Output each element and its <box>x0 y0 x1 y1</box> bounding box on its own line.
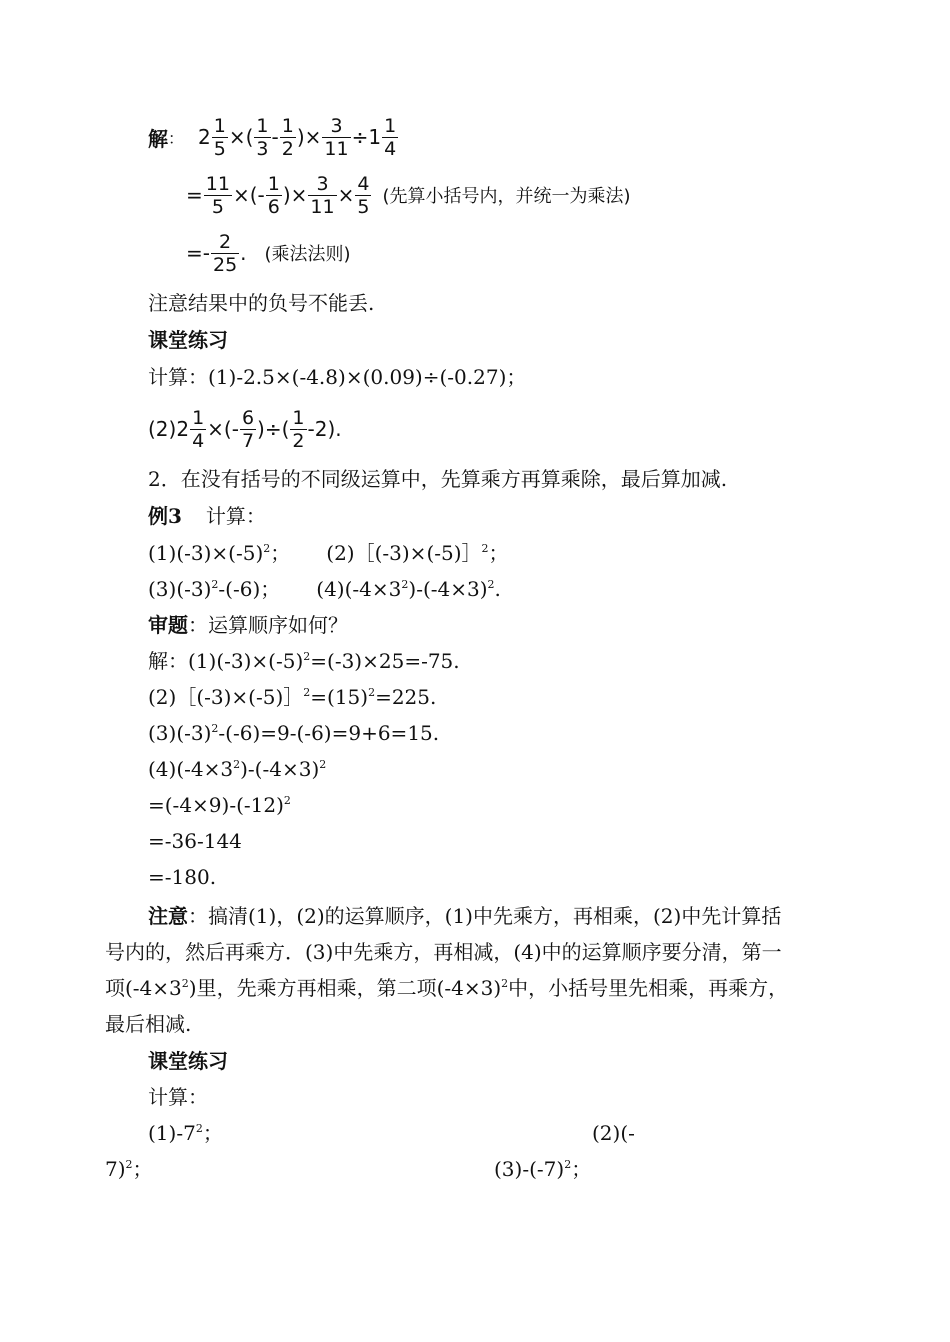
solution2-line-1 <box>148 648 460 674</box>
paren: (- <box>249 183 265 207</box>
example-label: 例3 <box>148 504 182 528</box>
exponent: 2 <box>211 578 219 591</box>
attention-line-3 <box>105 975 788 1001</box>
expr-part: ； <box>571 1157 592 1181</box>
solution-note: (乘法法则) <box>264 244 351 265</box>
expr-part: -2). <box>307 417 342 441</box>
solution2-line-3 <box>148 720 439 746</box>
review-text: ：运算顺序如何？ <box>188 613 348 637</box>
expr-part: 中，小括号里先相乘，再乘方， <box>508 976 789 1000</box>
attention-text: ：搞清(1)，(2)的运算顺序，(1)中先乘方，再相乘，(2)中先计算括 <box>188 904 782 928</box>
expr-part: )-(-4×3) <box>240 757 320 781</box>
exponent: 2 <box>501 977 509 990</box>
expr-part: (3)-(-7) <box>494 1157 565 1181</box>
fraction: $\frac{2}{25}$ <box>212 230 238 276</box>
exponent: 2 <box>125 1158 133 1171</box>
expr-part: ； <box>488 541 509 565</box>
attention-line-4: 最后相减. <box>105 1012 192 1036</box>
fraction: $\frac{1}{6}$ <box>267 172 280 218</box>
solution-line-1 <box>148 112 399 162</box>
solution2-line-6: =-36-144 <box>148 829 242 853</box>
fraction: $\frac{3}{11}$ <box>310 172 335 218</box>
practice2-q3 <box>494 1156 591 1182</box>
practice2-q1 <box>148 1120 223 1146</box>
divide-sign: ÷ <box>351 125 369 149</box>
solution-label: 解 <box>148 126 168 151</box>
solution2-line-4 <box>148 756 326 782</box>
expr-part: (1)-7 <box>148 1121 196 1145</box>
paren: ) <box>282 183 291 207</box>
expr-part: =(-4×9)-(-12) <box>148 793 284 817</box>
solution-line-3 <box>186 228 351 278</box>
review-label: 审题 <box>148 613 188 637</box>
solution2-line-2 <box>148 684 436 710</box>
expr-part: (3)(-3) <box>148 721 212 745</box>
expr-part: =(-3)×25=-75. <box>310 649 460 673</box>
solution2-line-5 <box>148 792 291 818</box>
times-sign: × <box>232 183 250 207</box>
exponent: 2 <box>487 578 495 591</box>
expr-part: )-(-4×3) <box>408 577 488 601</box>
review-line <box>148 612 348 638</box>
equals-sign: =- <box>186 241 210 265</box>
exponent: 2 <box>195 1122 203 1135</box>
period: . <box>240 241 247 265</box>
expr-part: =(15) <box>310 685 369 709</box>
attention-line-1 <box>148 903 781 929</box>
expr-part: . <box>494 577 501 601</box>
practice2-text: 计算： <box>148 1085 208 1109</box>
attention-line-2: 号内的，然后再乘方．(3)中先乘方，再相减，(4)中的运算顺序要分清，第一 <box>105 940 782 964</box>
expr-part: (2)［(-3)×(-5)］ <box>148 685 304 709</box>
paren: ( <box>245 125 254 149</box>
example-3-heading <box>148 503 266 529</box>
exponent: 2 <box>303 650 311 663</box>
exponent: 2 <box>233 758 241 771</box>
rule-2: 2．在没有括号的不同级运算中，先算乘方再算乘除，最后算加减. <box>148 467 728 491</box>
exponent: 2 <box>319 758 327 771</box>
fraction: $\frac{1}{2}$ <box>281 114 294 160</box>
fraction: $\frac{3}{11}$ <box>324 114 349 160</box>
expr-part: (2)2 <box>148 417 190 441</box>
exponent: 2 <box>401 578 409 591</box>
exponent: 2 <box>564 1158 572 1171</box>
expr-part: -(-6)=9-(-6)=9+6=15. <box>218 721 440 745</box>
expr-part: (4)(-4×3 <box>148 757 234 781</box>
fraction: $\frac{1}{5}$ <box>213 114 226 160</box>
expr-part: 项(-4×3 <box>105 976 182 1000</box>
fraction: $\frac{6}{7}$ <box>241 406 255 452</box>
expr-part: (3)(-3) <box>148 577 212 601</box>
expr-part: (4)(-4×3 <box>316 577 402 601</box>
equals-sign: = <box>186 183 203 207</box>
expr-part: (2)［(-3)×(-5)］ <box>326 541 482 565</box>
times-sign: × <box>304 125 322 149</box>
attention-label: 注意 <box>148 904 188 928</box>
practice-question-1: 计算：(1)-2.5×(-4.8)×(0.09)÷(-0.27)； <box>148 365 527 389</box>
exponent: 2 <box>303 686 311 699</box>
expr-part: ； <box>270 541 291 565</box>
expr-part: ； <box>132 1157 153 1181</box>
practice-title: 课堂练习 <box>148 328 228 352</box>
fraction: $\frac{1}{4}$ <box>384 114 397 160</box>
paren: ) <box>296 125 305 149</box>
expr-part: (1)(-3)×(-5) <box>148 541 264 565</box>
fraction: $\frac{4}{5}$ <box>357 172 370 218</box>
solution-note: (先算小括号内，并统一为乘法) <box>382 186 631 207</box>
fraction: $\frac{1}{3}$ <box>256 114 269 160</box>
exponent: 2 <box>481 542 489 555</box>
practice-question-2 <box>148 404 342 454</box>
expr-part: =225. <box>375 685 437 709</box>
practice2-q2-end <box>105 1156 153 1182</box>
example-text: 计算： <box>205 504 266 528</box>
exponent: 2 <box>263 542 271 555</box>
fraction: $\frac{11}{5}$ <box>205 172 230 218</box>
minus-sign: - <box>271 125 279 149</box>
example-3-items-1 <box>148 540 509 566</box>
whole-number: 2 <box>198 125 211 149</box>
fraction: $\frac{1}{2}$ <box>292 406 305 452</box>
exponent: 2 <box>283 794 291 807</box>
example-3-items-2 <box>148 576 501 602</box>
practice2-title: 课堂练习 <box>148 1049 228 1073</box>
expr-part: )÷( <box>257 417 290 441</box>
exponent: 2 <box>181 977 189 990</box>
fraction: $\frac{1}{4}$ <box>192 406 205 452</box>
whole-number: 1 <box>368 125 382 149</box>
times-sign: × <box>337 183 355 207</box>
exponent: 2 <box>211 722 219 735</box>
solution2-line-7: =-180. <box>148 865 217 889</box>
practice2-q2-start: (2)(- <box>592 1121 635 1145</box>
expr-part: -(-6)； <box>218 577 281 601</box>
expr-part: ； <box>202 1121 223 1145</box>
expr-part: 解：(1)(-3)×(-5) <box>148 649 304 673</box>
solution-line-2 <box>186 170 631 220</box>
exponent: 2 <box>368 686 376 699</box>
expr-part: ×(- <box>207 417 239 441</box>
expr-part: )里，先乘方再相乘，第二项(-4×3) <box>188 976 502 1000</box>
times-sign: × <box>290 183 308 207</box>
note-line: 注意结果中的负号不能丢. <box>148 291 375 315</box>
times-sign: × <box>228 125 246 149</box>
solution-colon: ： <box>168 128 185 148</box>
expr-part: 7) <box>105 1157 126 1181</box>
